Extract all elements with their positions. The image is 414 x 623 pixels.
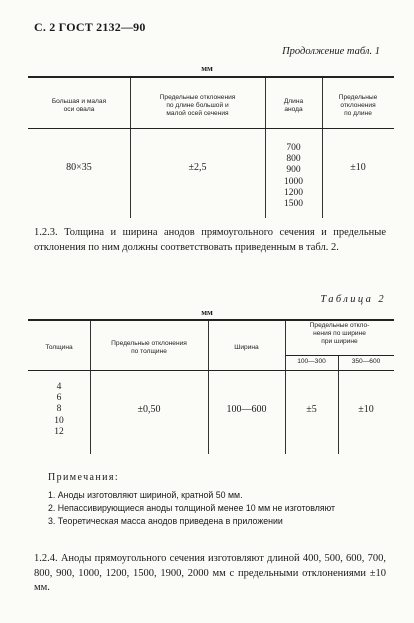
table1-length-value: 1000	[284, 176, 303, 187]
table2-top-rule	[28, 319, 394, 321]
table2-subheader-rule	[285, 355, 394, 356]
table2-header-rule	[28, 370, 394, 371]
table2-subheader-100-300: 100—300	[297, 358, 326, 365]
table-continuation-label: Продолжение табл. 1	[282, 46, 380, 57]
table2-cell-thicknesses	[28, 382, 90, 438]
table1-length-value: 700	[286, 143, 301, 153]
notes-title: Примечания:	[48, 472, 120, 483]
table1-length-value: 900	[286, 165, 301, 176]
page-title: С. 2 ГОСТ 2132—90	[34, 20, 146, 34]
table2-thickness-value: 6	[56, 393, 62, 404]
table2-cell-thickness-deviation: ±0,50	[137, 404, 161, 415]
table1-header-axes: Большая и малая оси овала	[51, 98, 107, 113]
table2-header-thickness-deviation: Предельные отклонения по толщине	[111, 340, 187, 355]
table1-cell-length-deviation: ±10	[350, 162, 366, 173]
table2-caption: Таблица 2	[320, 294, 386, 305]
table2-header-width: Ширина	[234, 344, 259, 351]
table2-cell-width: 100—600	[226, 404, 267, 415]
table1-header-length: Длина анода	[283, 98, 304, 113]
table2-thickness-value: 4	[56, 382, 62, 392]
table1-cell-axes-deviation: ±2,5	[188, 162, 207, 173]
table2-unit: мм	[201, 307, 213, 317]
table2-thickness-value: 8	[56, 404, 62, 415]
table1-unit: мм	[201, 63, 213, 73]
table2-col-divider	[208, 321, 209, 454]
table2-header-thickness: Толщина	[45, 344, 73, 351]
table1-length-value: 1200	[284, 187, 303, 198]
table1-header-rule	[28, 128, 394, 129]
table2-thickness-value: 12	[54, 426, 64, 437]
table1-length-value: 1500	[284, 199, 303, 210]
table1-length-value: 800	[286, 154, 301, 165]
paragraph-1-2-4: 1.2.4. Аноды прямоугольного сечения изготовляют длиной 400, 500, 600, 700, 800, 900, 1000, 1200, 1500, 1900, 2000 мм с предельными отклонениями ±10 мм.	[34, 553, 386, 593]
table2-header-width-deviation: Предельные откло- нения по ширине при ширине	[309, 322, 370, 345]
table2-subheader-350-600: 350—600	[351, 358, 381, 365]
note-item: 2. Непассивирующиеся аноды толщиной менее 10 мм не изготовляют	[48, 503, 336, 513]
table1-cell-lengths	[265, 143, 322, 210]
table1-header-axes-deviation: Предельные отклонения по длине большой и малой осей сечения	[159, 94, 236, 117]
note-item: 1. Аноды изготовляют шириной, кратной 50 мм.	[48, 490, 243, 500]
table1-top-rule	[28, 76, 394, 78]
paragraph-1-2-3: 1.2.3. Толщина и ширина анодов прямоугольного сечения и предельные отклонения по ним должны соответствовать приведенным в табл. 2.	[34, 227, 386, 253]
table2-cell-deviation-350-600: ±10	[358, 404, 374, 415]
note-item: 3. Теоретическая масса анодов приведена в приложении	[48, 516, 283, 526]
table1-cell-axes: 80×35	[66, 162, 92, 173]
table2-thickness-value: 10	[54, 415, 64, 426]
table1-header-length-deviation: Предельные отклонения по длине	[338, 94, 378, 117]
table2-cell-deviation-100-300: ±5	[306, 404, 317, 415]
